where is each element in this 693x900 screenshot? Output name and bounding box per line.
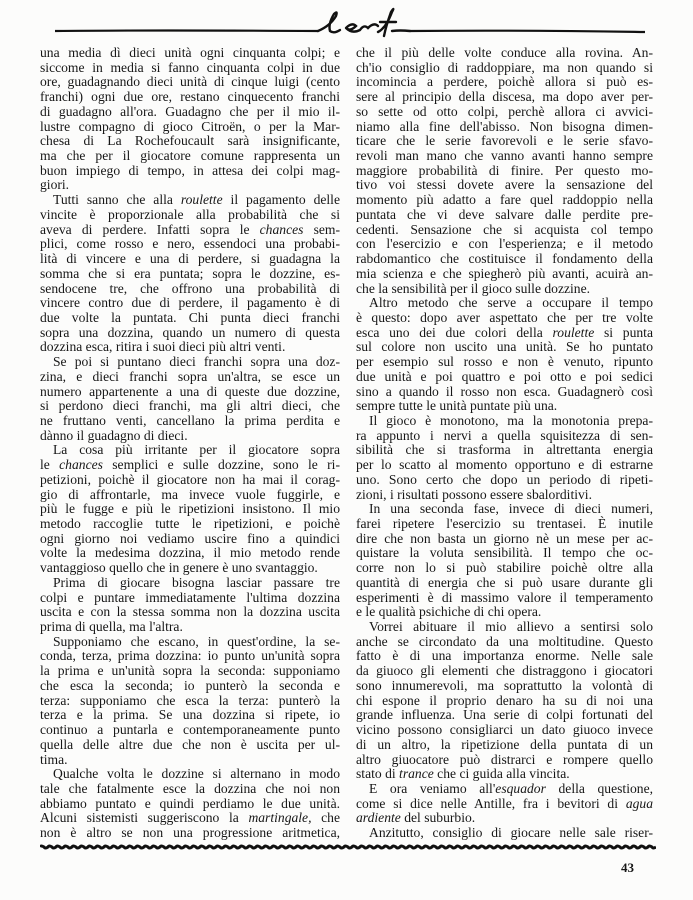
- text-line: [356, 811, 653, 826]
- text-line: da giuoco gli elementi che distraggono i giocatori: [356, 663, 653, 679]
- text-line: colpi e puntare immediatamente l'ultima dozzina: [40, 589, 340, 605]
- paragraph: [40, 443, 340, 575]
- text-line: sere al principio della discesa, ma dopo aver per-: [356, 89, 653, 105]
- text-line: di un altro, la ripetizione della puntata di un: [356, 736, 653, 752]
- text-line: altro giuocatore può distrarci e rompere quello: [356, 751, 653, 767]
- text-line: sendocene tre, che offrono una probabilità di: [40, 280, 340, 296]
- text-line: vicino possono consigliarci un dato giuoco invece: [356, 722, 653, 738]
- text-line: [356, 326, 653, 341]
- text-line: uscita e con la stessa somma non la dozzina uscita: [40, 604, 340, 620]
- paragraph: [40, 635, 340, 767]
- paragraph: [40, 767, 340, 841]
- text-line: zioni, i risultati possono essere sbalorditivi.: [356, 486, 592, 502]
- text-segment: esca uno dei due colori della: [356, 324, 553, 340]
- text-line: Vorrei abituare il mio allievo a sentirsi solo: [369, 619, 653, 635]
- text-line: sino a quando il rosso non esca. Guadagnerò così: [356, 383, 653, 399]
- text-line: revoli man mano che vanno avanti hanno sempre: [356, 148, 653, 164]
- text-line: rabdomantico che costituisce il fondamento della: [356, 251, 653, 267]
- text-line: sopra una dozzina, quando un numero di questa: [40, 324, 340, 340]
- paragraph: [356, 46, 653, 296]
- text-segment: della questione,: [545, 780, 654, 796]
- text-line: niamo alla fine dell'abisso. Non bisogna dimen-: [356, 118, 653, 134]
- text-line: Prima di giocare bisogna lasciar passare tre: [53, 574, 340, 590]
- text-line: gio di affrontarle, ma invece vuole fuggirle, e: [40, 486, 340, 502]
- text-line: In una seconda fase, invece di dieci numeri,: [369, 501, 653, 517]
- text-line: dànno il guadagno di dieci.: [40, 427, 188, 443]
- text-segment: semplici e sulle dozzine, sono le ri-: [102, 457, 340, 473]
- text-line: ore, guadagnando dieci unità di cinque luigi (cento: [40, 74, 340, 90]
- text-line: uno. Sono certo che dopo un periodo di ripeti-: [356, 471, 653, 487]
- text-line: vincite è proporzionale alla probabilità che si: [40, 206, 340, 222]
- text-line: quella delle altre due che non è uscita per ul-: [40, 736, 340, 752]
- italic-term: ardiente: [356, 810, 401, 826]
- text-line: che il più delle volte conduce alla rovina. An-: [356, 45, 653, 60]
- text-line: mia scienza e che spiegherò più avanti, acuirà an-: [356, 265, 653, 281]
- text-line: dozzina esca, ritira i suoi dieci più altri venti.: [40, 339, 286, 355]
- italic-term: agua: [625, 795, 653, 811]
- text-line: non è altro se non una progressione aritmetica,: [40, 825, 340, 841]
- text-line: [40, 811, 340, 826]
- text-line: sono innumerevoli, ma soprattutto la volontà di: [356, 677, 653, 693]
- text-line: tima.: [40, 751, 68, 767]
- paragraph: [40, 193, 340, 355]
- text-line: Qualche volta le dozzine si alternano in modo: [53, 766, 340, 782]
- text-line: tivo voi stessi dovete avere la sensazione del: [356, 177, 653, 193]
- text-line: Supponiamo che escano, in quest'ordine, la se-: [53, 633, 340, 649]
- text-line: ra appunto i nervi a quella squisitezza di sen-: [356, 427, 653, 443]
- text-line: sempre tutte le unità puntate più una.: [356, 398, 558, 414]
- text-line: quantità di energia che si può usare durante gli: [356, 574, 653, 590]
- text-line: so sette od otto colpi, perchè allora ci avvici-: [356, 103, 653, 119]
- header-logo: [318, 9, 410, 36]
- italic-term: chances: [259, 221, 304, 237]
- text-line: somma che si era puntata; sopra le dozzine, es-: [40, 265, 340, 281]
- text-line: e le qualità psichiche di chi opera.: [356, 604, 542, 620]
- text-segment: Tutti sanno che alla: [53, 192, 181, 208]
- text-line: conda, terza, prima dozzina: io punto un'unità sopra: [40, 648, 340, 664]
- text-line: incomincia a perdere, poichè allora si può es-: [356, 74, 653, 90]
- text-segment: le: [40, 457, 60, 473]
- text-line: petizioni, poichè il giocatore non ha mai il corag-: [40, 471, 340, 487]
- text-line: Anzitutto, consiglio di giocare nelle sale riser-: [369, 825, 653, 841]
- text-line: La cosa più irritante per il giocatore sopra: [53, 442, 340, 458]
- text-line: [40, 223, 340, 238]
- text-line: che esca la seconda; io punterò la seconda e: [40, 677, 340, 693]
- text-line: metodo raccoglie tutte le ripetizioni, e poichè: [40, 516, 340, 531]
- text-line: si perdono dieci franchi, ma gli altri dieci, che: [40, 398, 340, 414]
- text-segment: che ci guida alla vincita.: [433, 766, 570, 782]
- text-line: [40, 458, 340, 473]
- text-segment: che: [311, 810, 340, 826]
- text-line: per esempio sul rosso e non è venuto, ripunto: [356, 354, 653, 370]
- text-line: è questo: dopo aver aspettato che per tre volte: [356, 309, 653, 325]
- text-segment: Alcuni sistemisti suggeriscono la: [40, 810, 249, 826]
- text-segment: si punta: [594, 324, 653, 340]
- text-line: prima di quella, ma l'altra.: [40, 619, 183, 635]
- text-segment: E ora veniamo all': [369, 780, 496, 796]
- text-line: farei ripetere l'esercizio su trentasei. È inutile: [356, 516, 653, 531]
- text-line: Se poi si puntano dieci franchi sopra una doz-: [53, 354, 340, 370]
- paragraph: [356, 782, 653, 826]
- text-line: volte la medesima dozzina, il mio metodo rende: [40, 545, 340, 561]
- text-line: terza: supponiamo che esca la terza: punterò la: [40, 692, 340, 708]
- text-line: grande influenza. Una serie di colpi fortunati del: [356, 707, 653, 723]
- italic-term: trance: [399, 766, 434, 782]
- text-line: terza e la prima. Se una dozzina si ripete, io: [40, 707, 340, 723]
- footer-wavy-rule: [40, 843, 656, 851]
- italic-term: roulette: [552, 324, 595, 340]
- text-line: per lo scatto al momento opportuno e di estrarne: [356, 457, 653, 473]
- paragraph: [356, 502, 653, 620]
- text-line: esperimenti è di massimo valore il temperamento: [356, 589, 653, 605]
- paragraph: [356, 620, 653, 782]
- text-line: chi espone il proprio denaro ha su di noi una: [356, 692, 653, 708]
- text-line: Altro metodo che serve a occupare il tempo: [369, 295, 653, 311]
- text-line: siccome in media si fanno cinquanta colpi in due: [40, 59, 340, 75]
- text-line: lità di vincere e una di perdere, si guadagna la: [40, 251, 340, 267]
- text-line: plici, come rosso e nero, essendoci una probabi-: [40, 236, 340, 252]
- text-line: cedenti. Sensazione che si acquista col tempo: [356, 221, 653, 237]
- italic-term: roulette: [180, 192, 223, 208]
- page-number: 43: [621, 860, 634, 875]
- text-line: lustre compagno di gioco Citroën, o per la Mar-: [40, 118, 340, 134]
- text-segment: aveva di perdere. Infatti sopra le: [40, 221, 260, 237]
- text-line: buon impiego di tempo, in attesa dei colpi mag-: [40, 162, 340, 178]
- text-segment: sem-: [303, 221, 340, 237]
- italic-term: martingale,: [248, 810, 312, 826]
- text-line: vantaggioso quello che in genere è uno svantaggio.: [40, 560, 318, 576]
- paragraph: [356, 414, 653, 502]
- text-line: [356, 782, 653, 797]
- text-line: abbiamo puntato e quindi perdiamo le due unità.: [40, 795, 340, 811]
- text-line: chesa di La Rochefoucault sarà insignificante,: [40, 133, 340, 149]
- text-line: momento più adatto a fare quel raddoppio nella: [356, 192, 653, 208]
- text-line: zina, e dieci franchi sopra un'altra, se esce un: [40, 368, 340, 384]
- text-line: con l'esercizio e con l'esperienza; e il metodo: [356, 236, 653, 252]
- paragraph: [40, 355, 340, 443]
- text-line: fatto è di una importanza enorme. Nelle sale: [356, 648, 653, 664]
- text-line: Il gioco è monotono, ma la monotonia prepa-: [369, 412, 653, 428]
- text-line: [356, 797, 653, 812]
- text-line: due unità e poi quattro e poi otto e poi sedici: [356, 368, 653, 384]
- text-line: continuo a puntarla e contemporaneamente punto: [40, 722, 340, 738]
- text-line: due volte la puntata. Chi punta dieci franchi: [40, 309, 340, 325]
- header-rule-with-logo: [0, 0, 693, 45]
- text-column-left: [40, 46, 340, 841]
- text-line: corre non lo si può stabilire poichè oltre alla: [356, 560, 653, 576]
- text-segment: il pagamento delle: [222, 192, 340, 208]
- text-line: ch'io consiglio di raddoppiare, ma non quando si: [356, 59, 653, 75]
- text-line: la prima e un'unità sopra la seconda: supponiamo: [40, 663, 340, 679]
- text-line: quistare la voluta sensibilità. Il tempo che oc-: [356, 545, 653, 561]
- paragraph: [40, 46, 340, 193]
- text-line: [356, 767, 653, 782]
- text-line: anche se circondato da una moltitudine. Questo: [356, 633, 653, 649]
- italic-term: chances: [59, 457, 103, 473]
- text-line: di guadagno all'ora. Guadagno che per il mio il-: [40, 103, 340, 119]
- text-line: sibilità che si trasforma in altrettanta energia: [356, 442, 653, 458]
- text-line: ticare che le serie favorevoli e le serie sfavo-: [356, 133, 653, 149]
- text-segment: stato di: [356, 766, 400, 782]
- text-line: che la sensibilità per il gioco sulle dozzine.: [356, 280, 591, 296]
- text-line: tale che fatalmente esce la dozzina che noi non: [40, 780, 340, 796]
- text-line: franchi) ogni due ore, restano cinquecento franchi: [40, 89, 340, 105]
- italic-term: esquador: [495, 780, 546, 796]
- text-line: puntata che vi deve salvare dalle perdite pre-: [356, 206, 653, 222]
- text-segment: del suburbio.: [400, 810, 476, 826]
- text-line: una media dì dieci unità ogni cinquanta colpi; e: [40, 45, 340, 60]
- text-line: giori.: [40, 177, 70, 193]
- text-line: ogni giorno noi vediamo uscire fino a quindici: [40, 530, 340, 546]
- paragraph: [40, 576, 340, 635]
- text-line: [40, 193, 340, 208]
- text-line: ne fruttano venti, cancellano la prima perdita e: [40, 412, 340, 428]
- text-line: maggiore probabilità di finire. Per questo mo-: [356, 162, 653, 178]
- text-column-right: [356, 46, 653, 841]
- paragraph: [356, 826, 653, 841]
- text-line: dire che non basta un giorno nè un mese per ac-: [356, 530, 653, 546]
- text-line: più le fugge e più le ripetizioni insistono. Il mio: [40, 501, 340, 517]
- text-line: vincere contro due di perdere, il pagamento è di: [40, 295, 340, 311]
- text-line: numero appartenente a una di queste due dozzine,: [40, 383, 340, 399]
- paragraph: [356, 296, 653, 414]
- text-segment: come si dice nelle Antille, fra i bevitori di: [356, 795, 626, 811]
- text-line: ma che per il giocatore comune rappresenta un: [40, 148, 340, 164]
- text-line: sul colore non uscito una unità. Se ho puntato: [356, 339, 653, 355]
